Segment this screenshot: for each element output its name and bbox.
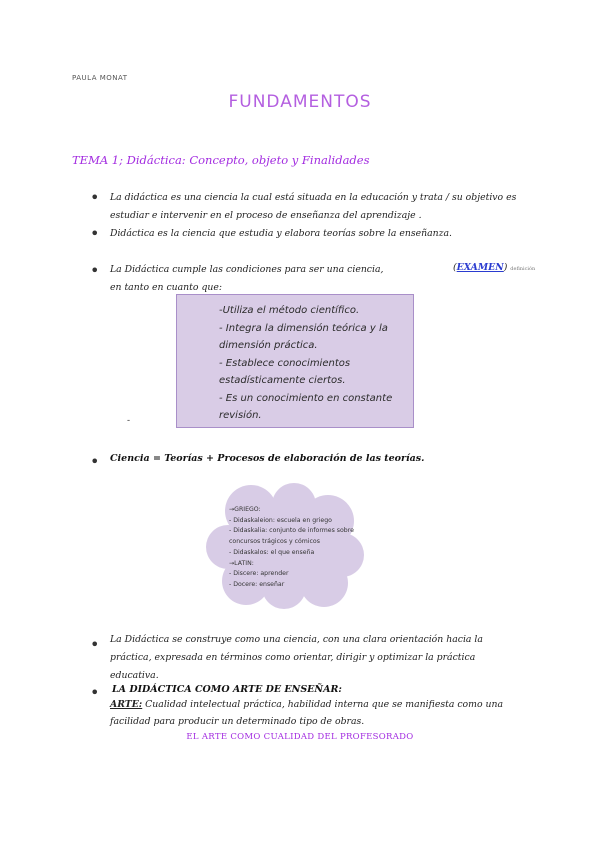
page-title: FUNDAMENTOS [228, 92, 372, 112]
etymology-item: - Didaskaleion: escuela en griego [229, 516, 332, 524]
bullet-dot: • [90, 683, 100, 702]
exam-suffix: definición [510, 266, 536, 272]
bullet-dot: • [90, 452, 100, 471]
etymology-item: - Didaskalia: conjunto de informes sobre concursos trágicos y cómicos [229, 527, 354, 546]
etymology-list [229, 505, 369, 591]
paragraph-science: Didáctica es la ciencia que estudia y elabora teorías sobre la enseñanza. [110, 228, 453, 239]
paragraph-practice: La Didáctica se construye como una ciencia, con una clara orientación hacia la práctica, expresada en términos como orientar, dirigir y optimizar la práctica educativa. [110, 634, 483, 681]
bullet-dot: • [90, 261, 100, 280]
arte-caption: EL ARTE COMO CUALIDAD DEL PROFESORADO [186, 732, 414, 742]
bullet-dot: • [90, 635, 100, 654]
condition-item: -Utiliza el método científico. [219, 305, 360, 316]
arte-term: ARTE: [110, 699, 143, 710]
etymology-item: - Didaskalos: el que enseña [229, 548, 315, 556]
science-formula: Ciencia = Teorías + Procesos de elaboración de las teorías. [110, 453, 425, 464]
arte-definition [110, 696, 530, 730]
arte-text: Cualidad intelectual práctica, habilidad interna que se manifiesta como una facilidad para producir un determinado tipo de obras. [110, 699, 504, 727]
etymology-item: →LATIN: [229, 559, 254, 567]
condition-item: - Establece conocimientos estadísticamente ciertos. [219, 357, 351, 386]
etymology-item: →GRIEGO: [229, 506, 261, 513]
stray-dash: - [127, 416, 131, 426]
exam-note: (EXAMEN) definición [453, 262, 536, 273]
etymology-item: - Discere: aprender [229, 570, 289, 578]
paragraph-definition: La didáctica es una ciencia la cual está situada en la educación y trata / su objetivo es estudiar e intervenir en el proceso de enseñanza del aprendizaje . [110, 192, 517, 221]
author-name: PAULA MONAT [72, 74, 128, 82]
paragraph-conditions: La Didáctica cumple las condiciones para ser una ciencia, en tanto en cuanto que: [110, 264, 384, 293]
condition-item: - Integra la dimensión teórica y la dimensión práctica. [219, 322, 388, 351]
arte-heading: LA DIDÁCTICA COMO ARTE DE ENSEÑAR: [112, 684, 342, 695]
bullet-dot: • [90, 188, 100, 207]
conditions-list [219, 302, 411, 425]
topic-heading: TEMA 1; Didáctica: Concepto, objeto y Finalidades [72, 153, 370, 167]
bullet-dot: • [90, 224, 100, 243]
etymology-item: - Docere: enseñar [229, 580, 285, 588]
exam-link[interactable]: EXAMEN [456, 262, 504, 273]
condition-item: - Es un conocimiento en constante revisión. [219, 392, 393, 421]
